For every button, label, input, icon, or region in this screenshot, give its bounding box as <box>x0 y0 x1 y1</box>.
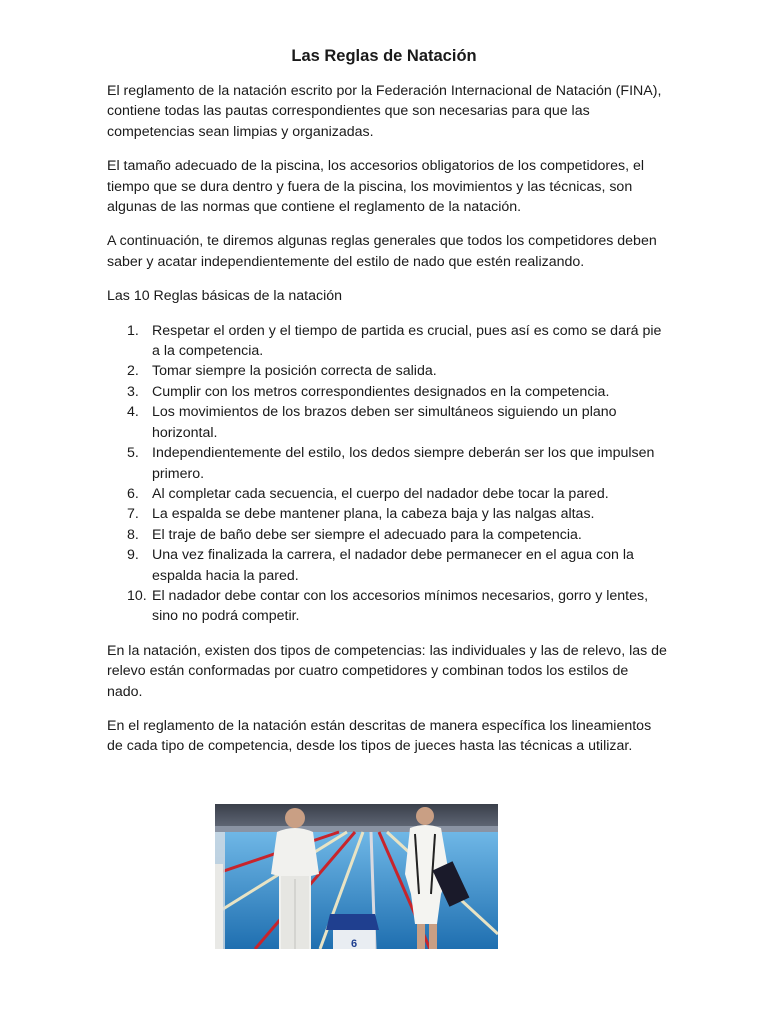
list-item <box>107 545 667 586</box>
list-item <box>107 321 667 362</box>
lane-number: 6 <box>350 938 358 949</box>
document-title: Las Reglas de Natación <box>291 47 477 65</box>
list-item-number: 10. <box>127 587 147 604</box>
pool-photo <box>215 804 498 949</box>
list-item-text: El nadador debe contar con los accesorios mínimos necesarios, gorro y lentes, sino no podrá competir. <box>152 587 649 625</box>
rules-heading: Las 10 Reglas básicas de la natación <box>107 288 343 305</box>
list-item-number: 6. <box>127 485 139 502</box>
paragraph-continuation: A continuación, te diremos algunas reglas generales que todos los competidores deben saber y acatar independientemente del estilo de nado que estén realizando. <box>107 233 657 270</box>
paragraph-norms: El tamaño adecuado de la piscina, los accesorios obligatorios de los competidores, el tiempo que se dura dentro y fuera de la piscina, los movimientos y las técnicas, son algunas de las normas que contiene el reglamento de la natación. <box>107 158 645 216</box>
list-item-number: 9. <box>127 547 139 564</box>
starting-block <box>326 914 379 930</box>
list-item-number: 7. <box>127 506 139 523</box>
list-item <box>107 484 667 504</box>
paragraph-intro: El reglamento de la natación escrito por la Federación Internacional de Natación (FINA), contiene todas las pautas correspondientes que son necesarias para que las competencias sean limpias y organizadas. <box>107 83 662 140</box>
list-item <box>107 402 667 443</box>
list-item <box>107 361 667 381</box>
list-item-number: 5. <box>127 445 139 462</box>
paragraph-regulation: En el reglamento de la natación están descritas de manera específica los lineamientos de cada tipo de competencia, desde los tipos de jueces hasta las técnicas a utilizar. <box>107 717 652 755</box>
list-item-text: Al completar cada secuencia, el cuerpo del nadador debe tocar la pared. <box>152 485 609 502</box>
list-item-text: Respetar el orden y el tiempo de partida es crucial, pues así es como se dará pie a la competencia. <box>152 322 662 360</box>
list-item <box>107 382 667 402</box>
paragraph-competitions: En la natación, existen dos tipos de competencias: las individuales y las de relevo, las de relevo están conformadas por cuatro competidores y combinan todos los estilos de nado. <box>107 642 667 700</box>
list-item-text: Una vez finalizada la carrera, el nadador debe permanecer en el agua con la espalda hacia la pared. <box>152 547 634 584</box>
list-item-number: 2. <box>127 363 139 380</box>
list-item-text: Cumplir con los metros correspondientes designados en la competencia. <box>152 383 610 400</box>
list-item-text: Los movimientos de los brazos deben ser simultáneos siguiendo un plano horizontal. <box>152 404 617 441</box>
list-item-text: El traje de baño debe ser siempre el adecuado para la competencia. <box>152 526 582 543</box>
list-item-number: 4. <box>127 404 139 421</box>
list-item-text: Independientemente del estilo, los dedos siempre deberán ser los que impulsen primero. <box>152 445 655 482</box>
list-item-text: Tomar siempre la posición correcta de salida. <box>152 363 437 380</box>
list-item-text: La espalda se debe mantener plana, la cabeza baja y las nalgas altas. <box>152 506 595 523</box>
list-item <box>107 443 667 484</box>
document-body <box>107 81 667 771</box>
list-item <box>107 586 667 627</box>
list-item-number: 8. <box>127 526 139 543</box>
list-item-number: 1. <box>127 322 139 339</box>
list-item <box>107 525 667 545</box>
rules-list <box>107 321 667 627</box>
list-item <box>107 504 667 524</box>
list-item-number: 3. <box>127 383 139 400</box>
